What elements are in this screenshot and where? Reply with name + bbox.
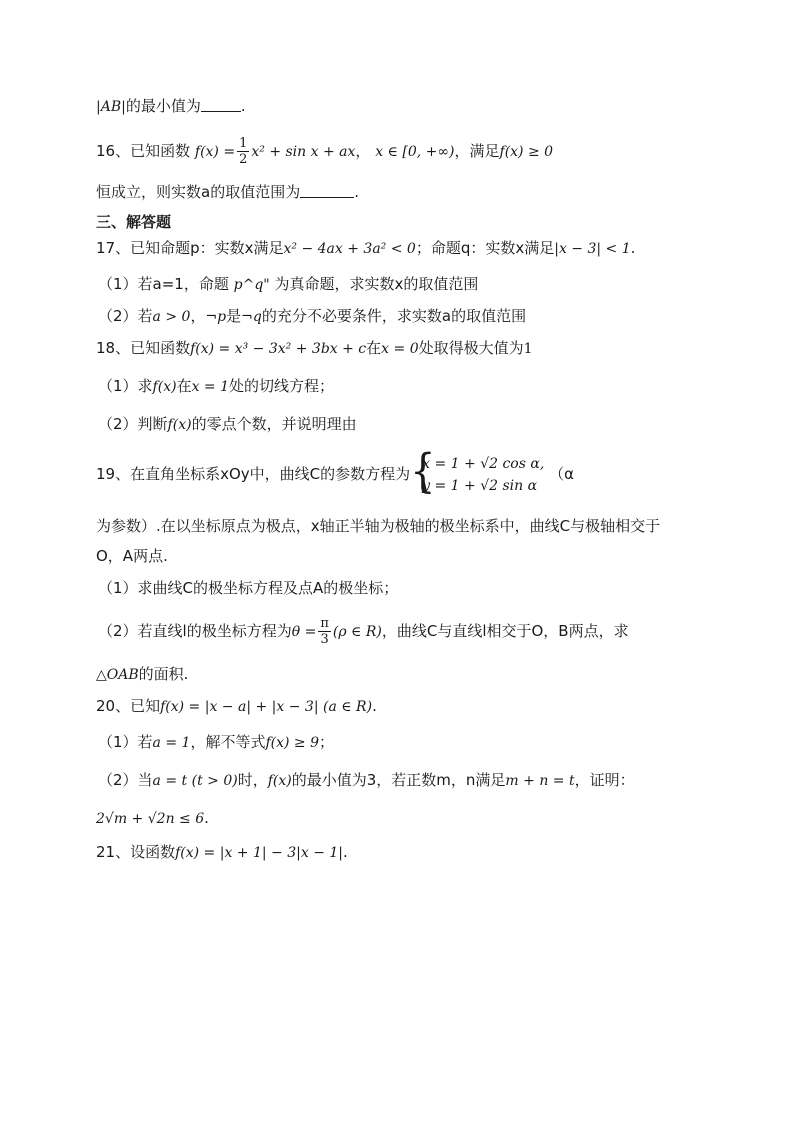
left-brace: { (410, 444, 436, 498)
question-19-part-2: （2）若直线l的极坐标方程为θ = $\frac{\pi}{3}$ (ρ ∈ R)，曲线C与直线l相交于O，B两点，求 (98, 616, 629, 647)
question-19-line-3: O，A两点. (96, 547, 168, 565)
question-20-stem: 20、已知f(x) = |x − a| + |x − 3| (a ∈ R). (96, 697, 377, 715)
question-16-line-2: 恒成立，则实数a的取值范围为 . (96, 183, 359, 201)
question-17-part-2: （2）若a > 0，¬p是¬q的充分不必要条件，求实数a的取值范围 (98, 307, 527, 325)
question-18-stem: 18、已知函数f(x) = x³ − 3x² + 3bx + c在x = 0处取得极大值为1 (96, 339, 533, 357)
question-20-part-1: （1）若a = 1，解不等式f(x) ≥ 9； (98, 733, 335, 751)
question-16-line-1: 16、已知函数 f(x) = $\frac{1}{2}$ x² + sin x + ax， x ∈ [0, +∞)，满足f(x) ≥ 0 (96, 136, 554, 167)
question-18-part-1: （1）求f(x)在x = 1处的切线方程； (98, 377, 335, 395)
question-19-line-2: 为参数）.在以坐标原点为极点，x轴正半轴为极轴的极坐标系中，曲线C与极轴相交于 (96, 517, 661, 535)
fraction-pi-over-3: $\frac{\pi}{3}$ (320, 616, 329, 647)
function-f: f(x) = (194, 144, 236, 160)
answer-blank (201, 97, 241, 112)
domain-expression: x ∈ [0, +∞) (375, 144, 455, 160)
question-17-stem: 17、已知命题p：实数x满足x² − 4ax + 3a² < 0；命题q：实数x满足|x − 3| < 1. (96, 239, 636, 257)
ab-abs-expression: |AB| (96, 99, 126, 115)
question-17-part-1: （1）若a=1，命题 p^q" 为真命题，求实数x的取值范围 (98, 275, 479, 293)
question-20-proof-statement: 2√m + √2n ≤ 6. (96, 809, 209, 827)
parametric-system: { x = 1 + √2 cos α, y = 1 + √2 sin α (410, 453, 544, 497)
question-18-part-2: （2）判断f(x)的零点个数，并说明理由 (98, 415, 357, 433)
question-15-tail: |AB|的最小值为 . (96, 97, 246, 115)
question-19-part-1: （1）求曲线C的极坐标方程及点A的极坐标； (98, 579, 399, 597)
fraction-one-half: $\frac{1}{2}$ (239, 136, 248, 167)
question-21-stem: 21、设函数f(x) = |x + 1| − 3|x − 1|. (96, 843, 348, 861)
question-19-part-2-cont: △OAB的面积. (96, 665, 189, 683)
question-19-stem: 19、在直角坐标系xOy中，曲线C的参数方程为 { x = 1 + √2 cos α, y = 1 + √2 sin α （α (96, 452, 574, 497)
answer-blank (300, 183, 354, 198)
question-20-part-2: （2）当a = t (t > 0)时，f(x)的最小值为3，若正数m，n满足m + n = t，证明： (98, 771, 635, 789)
section-heading: 三、解答题 (96, 213, 172, 231)
